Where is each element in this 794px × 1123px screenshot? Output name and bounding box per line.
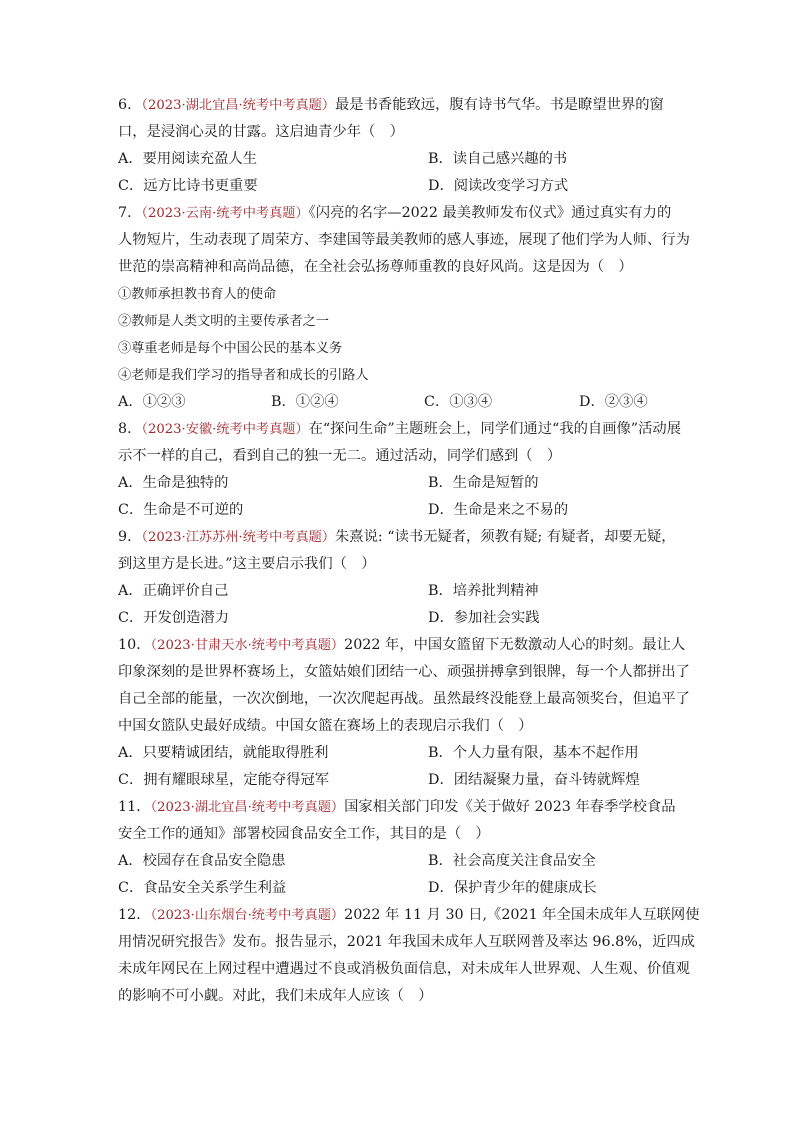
option-d[interactable]: D．阅读改变学习方式 <box>428 178 569 194</box>
option-b[interactable]: B．生命是短暂的 <box>428 475 539 491</box>
question-number: 10． <box>118 637 151 653</box>
question-stem <box>118 416 681 470</box>
options <box>118 848 678 902</box>
option-b[interactable]: B．个人力量有限，基本不起作用 <box>428 745 639 761</box>
option-b[interactable]: B．①②④ <box>271 394 339 410</box>
option-b[interactable]: B．社会高度关注食品安全 <box>428 853 596 869</box>
question-source: （2023·云南·统考中考真题） <box>141 206 309 221</box>
stem-line: 用情况研究报告》发布。报告显示，2021 年我国未成年人互联网普及率达 96.8%，近四成 <box>118 934 695 950</box>
option-c[interactable]: C．拥有耀眼球星，定能夺得冠军 <box>118 772 330 788</box>
question-stem <box>118 524 678 578</box>
question-list <box>118 92 700 1010</box>
options <box>118 578 678 632</box>
question-stem <box>118 794 678 848</box>
stem-line: 安全工作的通知》部署校园食品安全工作，其目的是（ ） <box>118 826 490 842</box>
stem-line: 《闪亮的名字—2022 最美教师发布仪式》通过真实有力的 <box>308 205 672 221</box>
question-number: 6． <box>118 97 142 113</box>
question-11 <box>118 794 678 902</box>
stem-line: 国家相关部门印发《关于做好 2023 年春季学校食品 <box>344 799 676 815</box>
question-12 <box>118 902 700 1010</box>
statement-2: ②教师是人类文明的主要传承者之一 <box>118 314 329 329</box>
options <box>118 146 678 200</box>
option-a[interactable]: A．校园存在食品安全隐患 <box>118 853 286 869</box>
stem-line: 人物短片，生动表现了周荣方、李建国等最美教师的感人事迹，展现了他们学为人师、行为 <box>118 232 690 248</box>
statement-4: ④老师是我们学习的指导者和成长的引路人 <box>118 368 369 383</box>
question-stem <box>118 200 690 281</box>
option-d[interactable]: D．参加社会实践 <box>428 610 540 626</box>
question-6 <box>118 92 678 200</box>
stem-line: 最是书香能致远，腹有诗书气华。书是瞭望世界的窗 <box>335 97 664 113</box>
question-number: 11． <box>118 799 151 815</box>
question-7 <box>118 200 690 416</box>
option-b[interactable]: B．培养批判精神 <box>428 583 539 599</box>
question-number: 9． <box>118 529 142 545</box>
option-d[interactable]: D．团结凝聚力量，奋斗铸就辉煌 <box>428 772 640 788</box>
option-b[interactable]: B．读自己感兴趣的书 <box>428 151 568 167</box>
question-source: （2023·甘肃天水·统考中考真题） <box>150 638 345 653</box>
option-a[interactable]: A．生命是独特的 <box>118 475 229 491</box>
question-number: 7． <box>118 205 142 221</box>
stem-line: 2022 年，中国女篮留下无数激动人心的时刻。最让人 <box>344 637 686 653</box>
stem-line: 未成年网民在上网过程中遭遇过不良或消极负面信息，对未成年人世界观、人生观、价值观 <box>118 961 690 977</box>
question-8 <box>118 416 681 524</box>
option-c[interactable]: C．远方比诗书更重要 <box>118 178 258 194</box>
stem-line: 在“探问生命”主题班会上，同学们通过“我的自画像”活动展 <box>308 421 681 437</box>
question-source: （2023·湖北宜昌·统考中考真题） <box>141 98 336 113</box>
question-number: 12． <box>118 907 151 923</box>
option-c[interactable]: C．生命是不可逆的 <box>118 502 244 518</box>
stem-line: 的影响不可小觑。对此，我们未成年人应该（ ） <box>118 988 433 1004</box>
options <box>118 389 678 416</box>
stem-line: 自己全部的能量，一次次倒地，一次次爬起再战。虽然最终没能登上最高领奖台，但追平了 <box>118 691 690 707</box>
stem-line: 世范的崇高精神和高尚品德，在全社会弘扬尊师重教的良好风尚。这是因为（ ） <box>118 259 633 275</box>
stem-line: 到这里方是长进。”这主要启示我们（ ） <box>118 556 376 572</box>
option-d[interactable]: D．保护青少年的健康成长 <box>428 880 597 896</box>
option-a[interactable]: A．正确评价自己 <box>118 583 229 599</box>
option-d[interactable]: D．生命是来之不易的 <box>428 502 569 518</box>
stem-line: 印象深刻的是世界杯赛场上，女篮姑娘们团结一心、顽强拼搏拿到银牌，每一个人都拼出了 <box>118 664 690 680</box>
question-stem <box>118 902 700 1010</box>
question-source: （2023·湖北宜昌·统考中考真题） <box>150 800 345 815</box>
option-a[interactable]: A．要用阅读充盈人生 <box>118 151 257 167</box>
question-stem <box>118 92 678 146</box>
options <box>118 740 678 794</box>
question-number: 8． <box>118 421 142 437</box>
question-source: （2023·安徽·统考中考真题） <box>141 422 309 437</box>
stem-line: 口，是浸润心灵的甘露。这启迪青少年（ ） <box>118 124 404 140</box>
stem-line: 朱熹说: “读书无疑者，须教有疑; 有疑者，却要无疑， <box>335 529 676 545</box>
question-source: （2023·江苏苏州·统考中考真题） <box>141 530 336 545</box>
statement-1: ①教师承担教书育人的使命 <box>118 287 277 302</box>
statement-3: ③尊重老师是每个中国公民的基本义务 <box>118 341 343 356</box>
stem-line: 中国女篮队史最好成绩。中国女篮在赛场上的表现启示我们（ ） <box>118 718 533 734</box>
option-c[interactable]: C．开发创造潜力 <box>118 610 230 626</box>
option-c[interactable]: C．食品安全关系学生利益 <box>118 880 287 896</box>
statements <box>118 281 678 389</box>
option-c[interactable]: C．①③④ <box>424 394 493 410</box>
question-10 <box>118 632 690 794</box>
question-9 <box>118 524 678 632</box>
question-source: （2023·山东烟台·统考中考真题） <box>150 908 345 923</box>
option-d[interactable]: D．②③④ <box>579 394 648 410</box>
stem-line: 2022 年 11 月 30 日,《2021 年全国未成年人互联网使 <box>344 907 700 923</box>
option-a[interactable]: A．①②③ <box>118 394 186 410</box>
stem-line: 示不一样的自己，看到自己的独一无二。通过活动，同学们感到（ ） <box>118 448 562 464</box>
question-stem <box>118 632 690 740</box>
options <box>118 470 678 524</box>
option-a[interactable]: A．只要精诚团结，就能取得胜利 <box>118 745 329 761</box>
